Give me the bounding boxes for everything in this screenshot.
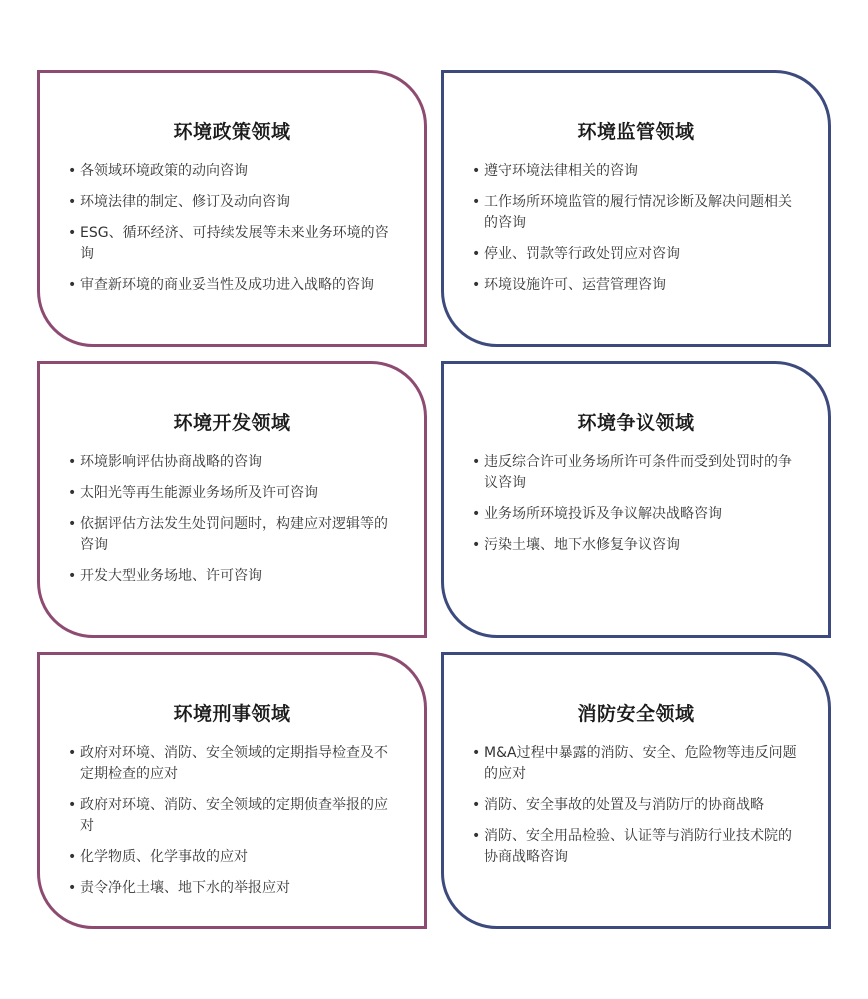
card-environmental-development bbox=[37, 361, 427, 638]
list-item: • 开发大型业务场地、许可咨询 bbox=[80, 566, 398, 587]
card-item-list bbox=[484, 161, 802, 306]
list-item: • 责令净化土壤、地下水的举报应对 bbox=[80, 878, 398, 899]
list-item: • 太阳光等再生能源业务场所及许可咨询 bbox=[80, 483, 398, 504]
card-item-list bbox=[80, 452, 398, 597]
card-environmental-dispute bbox=[441, 361, 831, 638]
list-item: • 消防、安全事故的处置及与消防厅的协商战略 bbox=[484, 795, 802, 816]
card-environmental-regulation bbox=[441, 70, 831, 347]
list-item: • 政府对环境、消防、安全领域的定期指导检查及不定期检查的应对 bbox=[80, 743, 398, 785]
list-item: • 环境设施许可、运营管理咨询 bbox=[484, 275, 802, 296]
list-item: • 业务场所环境投诉及争议解决战略咨询 bbox=[484, 504, 802, 525]
list-item: • 环境法律的制定、修订及动向咨询 bbox=[80, 192, 398, 213]
card-title: 环境开发领域 bbox=[173, 412, 291, 434]
card-title: 环境争议领域 bbox=[577, 412, 695, 434]
card-item-list bbox=[80, 161, 398, 306]
list-item: • 政府对环境、消防、安全领域的定期侦查举报的应对 bbox=[80, 795, 398, 837]
list-item: • 消防、安全用品检验、认证等与消防行业技术院的协商战略咨询 bbox=[484, 826, 802, 868]
list-item: • 化学物质、化学事故的应对 bbox=[80, 847, 398, 868]
list-item: • ESG、循环经济、可持续发展等未来业务环境的咨询 bbox=[80, 223, 398, 265]
card-fire-safety bbox=[441, 652, 831, 929]
list-item: • 工作场所环境监管的履行情况诊断及解决问题相关的咨询 bbox=[484, 192, 802, 234]
card-title: 环境政策领域 bbox=[173, 121, 291, 143]
card-title: 环境监管领域 bbox=[577, 121, 695, 143]
card-title: 环境刑事领域 bbox=[173, 703, 291, 725]
list-item: • 污染土壤、地下水修复争议咨询 bbox=[484, 535, 802, 556]
card-item-list bbox=[80, 743, 398, 909]
list-item: • 各领域环境政策的动向咨询 bbox=[80, 161, 398, 182]
card-title: 消防安全领域 bbox=[577, 703, 695, 725]
list-item: • 环境影响评估协商战略的咨询 bbox=[80, 452, 398, 473]
list-item: • 违反综合许可业务场所许可条件而受到处罚时的争议咨询 bbox=[484, 452, 802, 494]
list-item: • M&A过程中暴露的消防、安全、危险物等违反问题的应对 bbox=[484, 743, 802, 785]
card-environmental-policy bbox=[37, 70, 427, 347]
list-item: • 审查新环境的商业妥当性及成功进入战略的咨询 bbox=[80, 275, 398, 296]
card-item-list bbox=[484, 452, 802, 566]
list-item: • 依据评估方法发生处罚问题时，构建应对逻辑等的咨询 bbox=[80, 514, 398, 556]
list-item: • 停业、罚款等行政处罚应对咨询 bbox=[484, 244, 802, 265]
list-item: • 遵守环境法律相关的咨询 bbox=[484, 161, 802, 182]
card-environmental-criminal bbox=[37, 652, 427, 929]
card-item-list bbox=[484, 743, 802, 878]
